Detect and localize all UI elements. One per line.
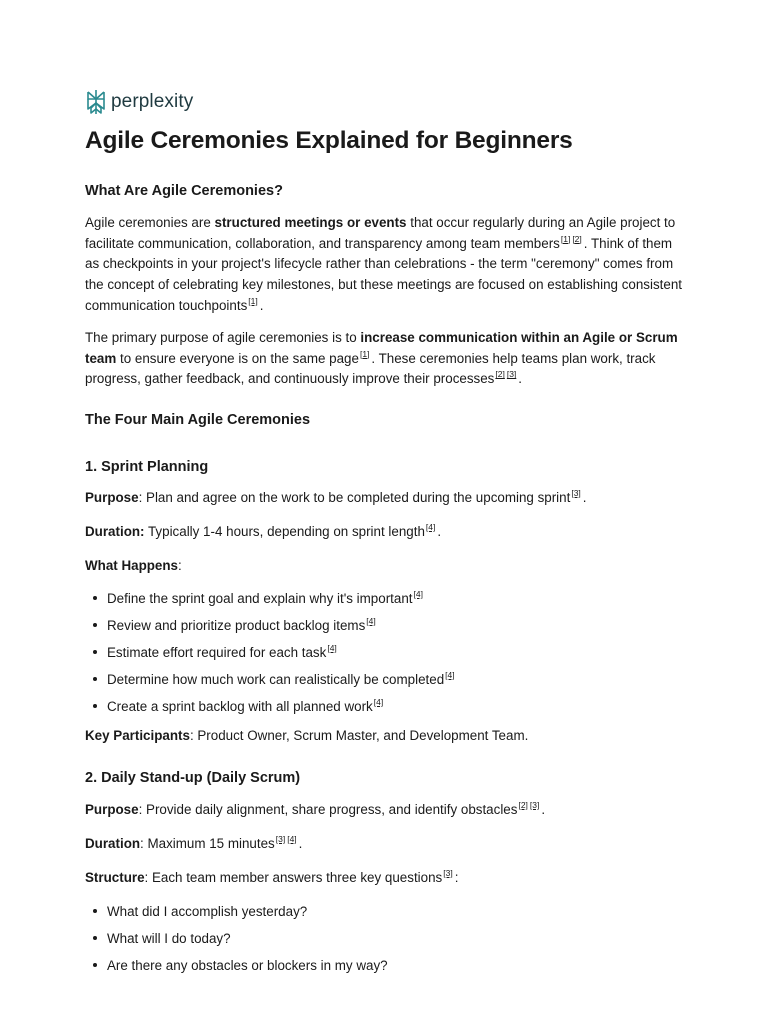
- text-run: Agile ceremonies are: [85, 215, 215, 230]
- text-run: :: [454, 870, 459, 885]
- label: Key Participants: [85, 728, 190, 743]
- list-item-text: What did I accomplish yesterday?: [107, 904, 308, 919]
- list-item-text: What will I do today?: [107, 931, 231, 946]
- citation-link[interactable]: [4]: [413, 589, 423, 599]
- text-run: . These ceremonies help teams plan work, track progress, gather feedback, and continuously improve their processes: [85, 350, 656, 387]
- list-item-text: Estimate effort required for each task: [107, 645, 327, 660]
- citation-link[interactable]: [3]: [529, 800, 540, 810]
- sprint-what-happens: [85, 558, 182, 573]
- list-item: [93, 591, 425, 606]
- label: Duration: [85, 836, 141, 851]
- bullet-dot: [93, 909, 97, 913]
- standup-purpose: Purpose: Provide daily alignment, share progress, and identify obstacles[2] [3] .: [85, 800, 546, 817]
- subheading-daily-standup: 2. Daily Stand-up (Daily Scrum): [85, 770, 301, 786]
- list-item-text: Review and prioritize product backlog items: [107, 618, 366, 633]
- bullet-dot: [93, 963, 97, 967]
- list-item: [93, 672, 457, 687]
- standup-structure: [85, 870, 458, 885]
- text-run: :: [178, 558, 182, 573]
- list-item-text: Determine how much work can realistically be completed: [107, 672, 445, 687]
- list-item-text: Create a sprint backlog with all planned work: [107, 699, 373, 714]
- label: Structure: [85, 870, 145, 885]
- bullet-dot: [93, 704, 97, 708]
- text-run: .: [259, 297, 264, 313]
- label: Purpose: [85, 802, 139, 817]
- intro-paragraph: [85, 213, 685, 317]
- list-item: [93, 645, 339, 660]
- page-title: Agile Ceremonies Explained for Beginners: [85, 127, 573, 154]
- text-run: .: [518, 371, 523, 387]
- citation-link[interactable]: [3]: [506, 369, 517, 380]
- sprint-purpose: Purpose: Plan and agree on the work to be completed during the upcoming sprint[3] .: [85, 488, 587, 505]
- list-item-text: Are there any obstacles or blockers in my way?: [107, 958, 388, 973]
- brand-name: perplexity: [111, 91, 194, 112]
- text-run: : Plan and agree on the work to be completed during the upcoming sprint: [138, 490, 571, 505]
- subheading-sprint-planning: 1. Sprint Planning: [85, 459, 209, 475]
- label: What Happens: [85, 558, 178, 573]
- citation-link[interactable]: [3]: [275, 834, 286, 844]
- citation-link[interactable]: [2]: [495, 369, 505, 380]
- text-run: The primary purpose of agile ceremonies is to: [85, 330, 361, 345]
- text-run: : Provide daily alignment, share progress, and identify obstacles: [138, 802, 518, 817]
- text-run: : Product Owner, Scrum Master, and Development Team.: [189, 728, 529, 743]
- sprint-participants: [85, 728, 528, 743]
- bullet-dot: [93, 936, 97, 940]
- bullet-dot: [93, 623, 97, 627]
- list-item: [93, 931, 231, 946]
- citation-link[interactable]: [1]: [248, 295, 258, 306]
- text-run: . Think of them as checkpoints in your project's lifecycle rather than celebrations - the term "ceremony" comes from the concept of celebrating key milestones, but these meetings are focused on establishing consistent communication touchpoints: [85, 235, 682, 313]
- list-item: [93, 958, 388, 973]
- citation-link[interactable]: [3]: [443, 868, 453, 878]
- citation-link[interactable]: [1]: [359, 348, 370, 359]
- citation-link[interactable]: [1]: [560, 233, 571, 244]
- section-heading-four-ceremonies: The Four Main Agile Ceremonies: [85, 412, 311, 428]
- text-run: Typically 1-4 hours, depending on sprint length: [144, 524, 425, 539]
- brand-logo: [85, 89, 193, 115]
- citation-link[interactable]: [4]: [287, 834, 297, 844]
- list-item: [93, 618, 378, 633]
- citation-link[interactable]: [2]: [572, 233, 582, 244]
- text-run: : Each team member answers three key questions: [144, 870, 443, 885]
- standup-duration: Duration: Maximum 15 minutes[3] [4] .: [85, 834, 303, 851]
- section-heading-what-are: What Are Agile Ceremonies?: [85, 183, 283, 199]
- bold-run: structured meetings or events: [214, 215, 407, 230]
- list-item: [93, 904, 307, 919]
- citation-link[interactable]: [3]: [571, 488, 581, 498]
- sprint-duration: Duration: Typically 1-4 hours, depending on sprint length[4] .: [85, 522, 442, 539]
- bullet-dot: [93, 677, 97, 681]
- text-run: : Maximum 15 minutes: [140, 836, 275, 851]
- citation-link[interactable]: [2]: [518, 800, 528, 810]
- list-item-text: Define the sprint goal and explain why it's important: [107, 591, 413, 606]
- purpose-paragraph: [85, 328, 685, 390]
- list-item: [93, 699, 385, 714]
- citation-link[interactable]: [4]: [327, 643, 337, 653]
- perplexity-logo-icon: [85, 89, 107, 115]
- bold-run: increase communication within an Agile or Scrum team: [85, 330, 678, 366]
- bullet-dot: [93, 596, 97, 600]
- label: Duration:: [85, 524, 145, 539]
- citation-link[interactable]: [4]: [366, 616, 376, 626]
- citation-link[interactable]: [4]: [373, 697, 384, 707]
- label: Purpose: [85, 490, 139, 505]
- text-run: to ensure everyone is on the same page: [116, 350, 359, 366]
- citation-link[interactable]: [4]: [425, 522, 436, 532]
- citation-link[interactable]: [4]: [445, 670, 455, 680]
- text-run: that occur regularly during an Agile project to facilitate communication, collaboration, and transparency among team members: [85, 215, 676, 251]
- bullet-dot: [93, 650, 97, 654]
